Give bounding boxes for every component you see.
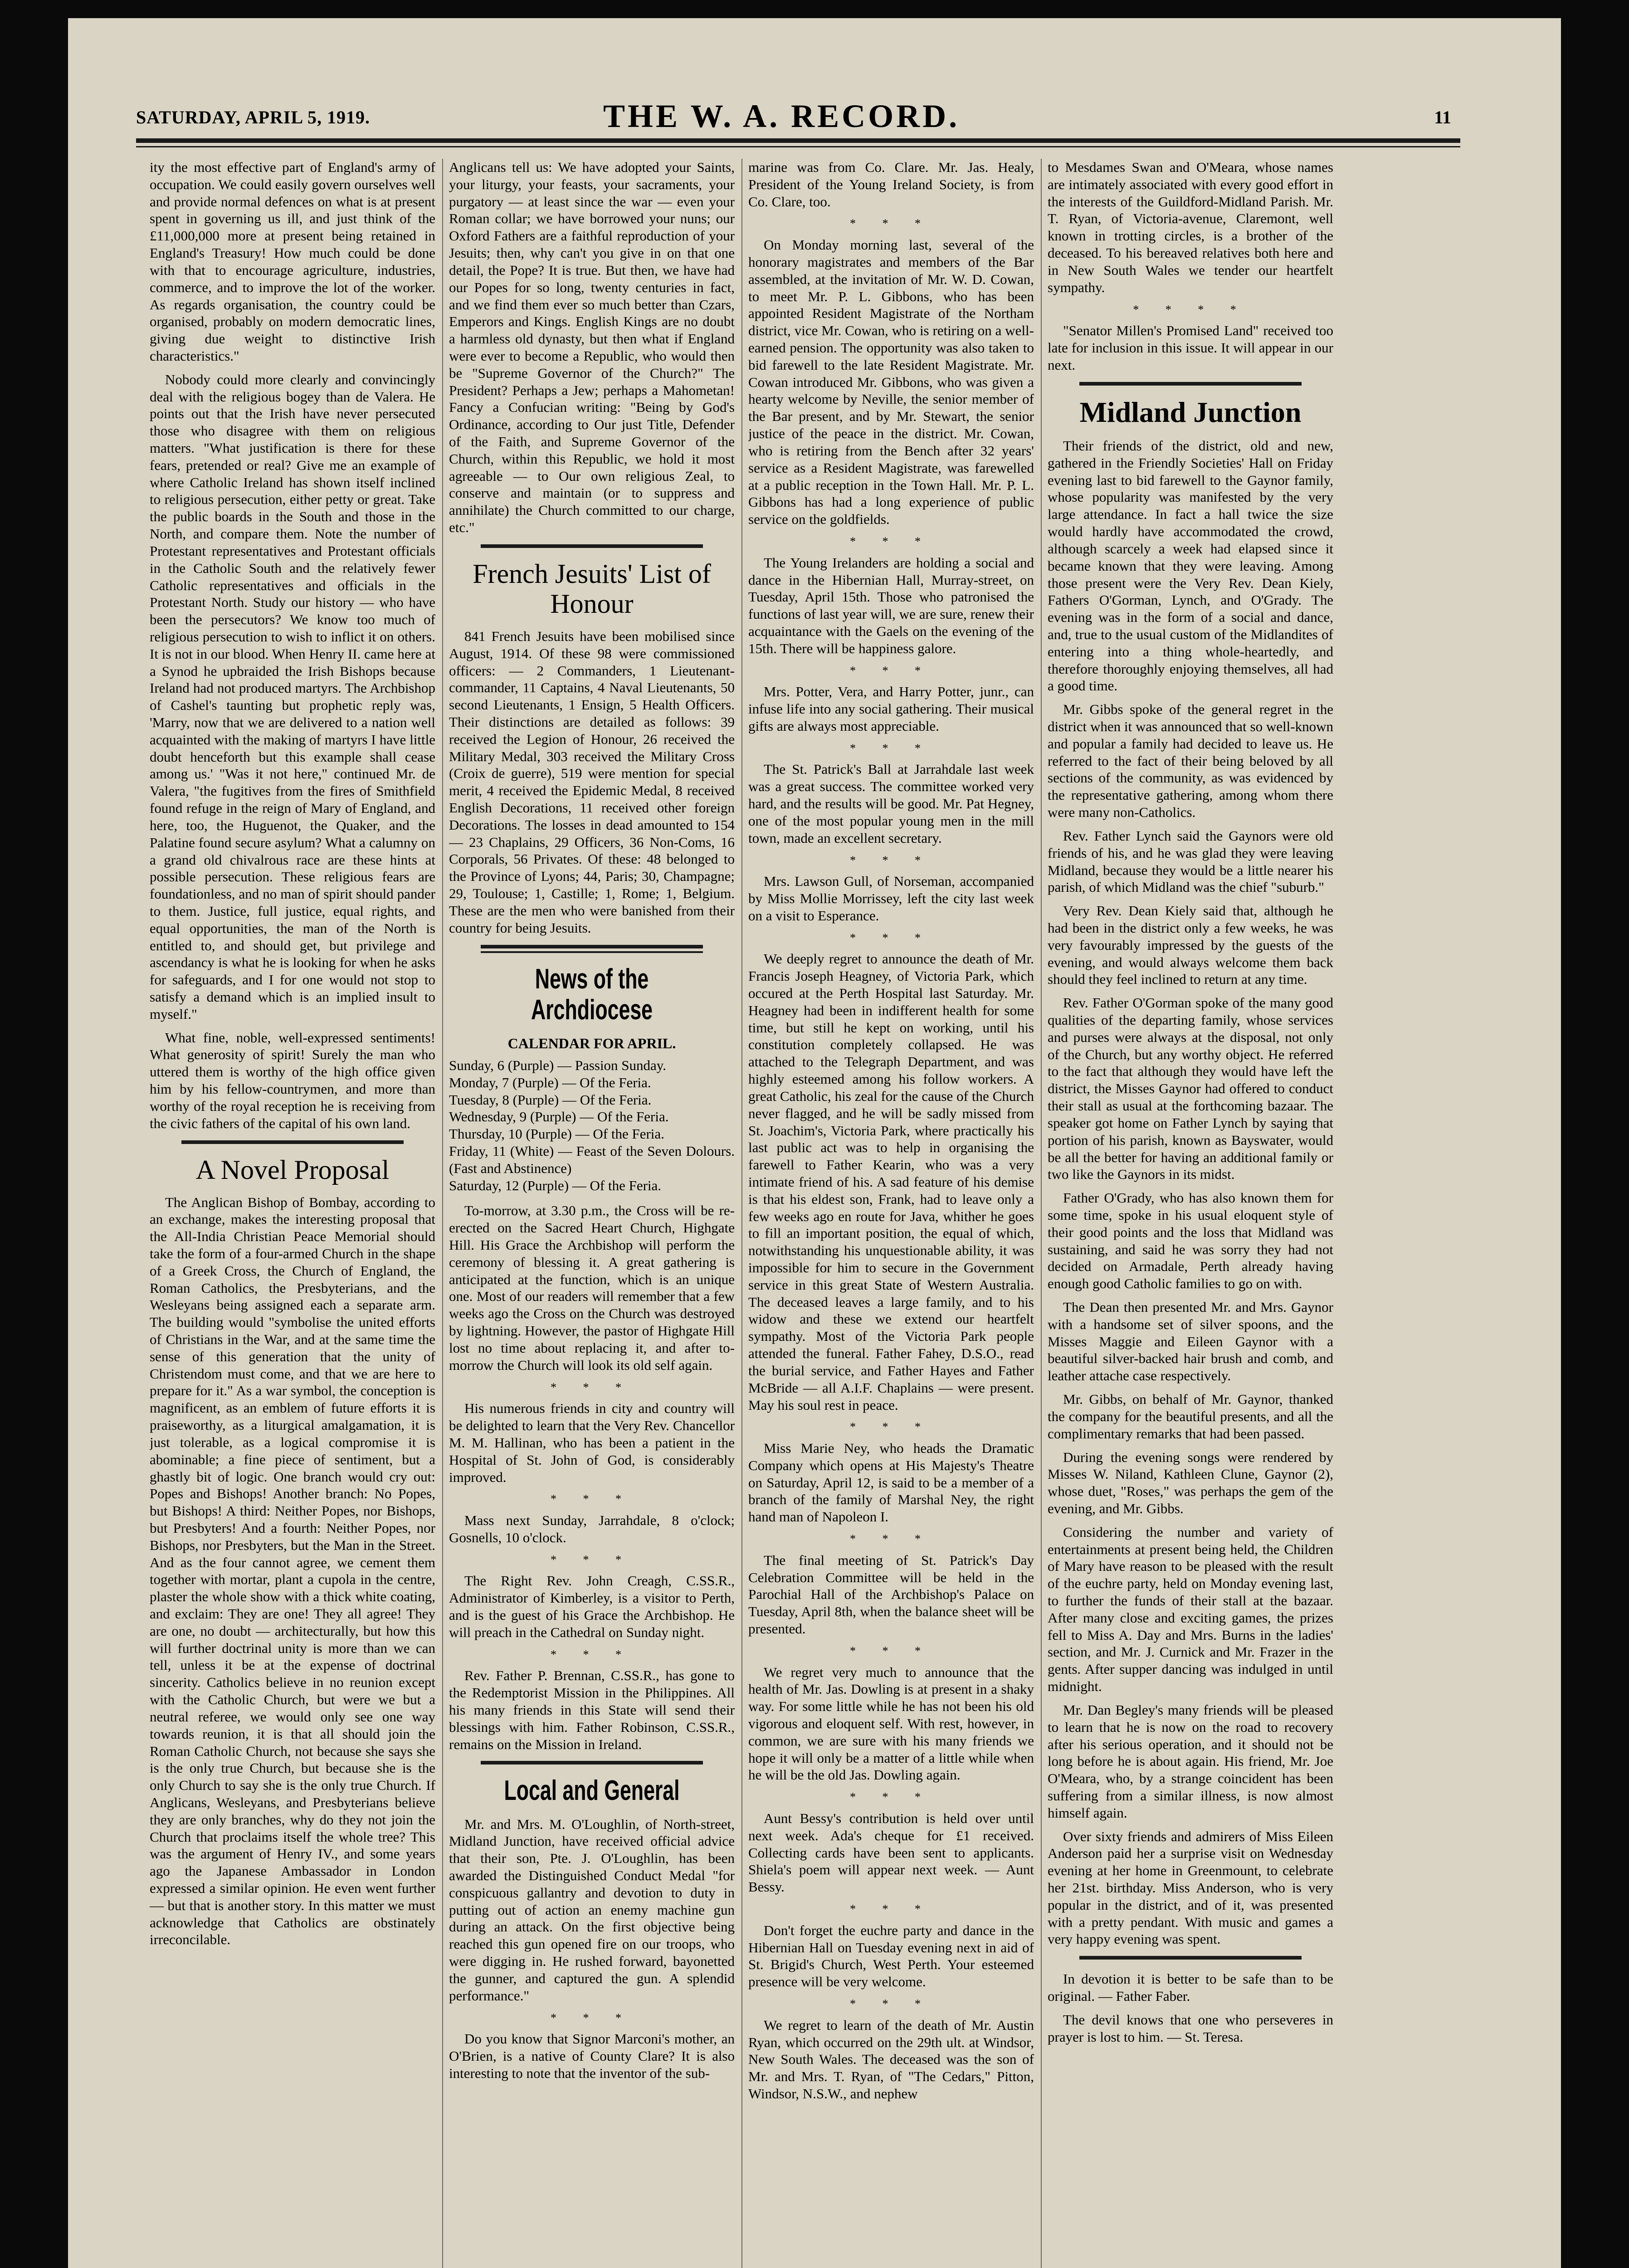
article-paragraph: Mrs. Potter, Vera, and Harry Potter, junr., can infuse life into any social gathering. Their musical gifts are always most appreciable.: [748, 684, 1034, 734]
separator-stars: * * * *: [1133, 303, 1248, 316]
article-paragraph: On Monday morning last, several of the honorary magistrates and members of the Bar assembled, at the invitation of Mr. W. D. Cowan, to meet Mr. P. L. Gibbons, who has been appointed Resident Magistrate of the Northam district, vice Mr. Cowan, who is retiring on a well-earned pension. The opportunity was also taken to bid farewell to the late Resident Magistrate. Mr. Cowan introduced Mr. Gibbons, who was given a hearty welcome by Neville, the senior member of the Bar present, and by Mr. Stewart, the senior justice of the peace in the district. Mr. Cowan, who is retiring from the Bench after 32 years' service as a Resident Magistrate, was farewelled at a public reception in the Town Hall. Mr. P. L. Gibbons has had a long experience of public service on the goldfields.: [748, 237, 1034, 528]
masthead-rule-thick: [136, 138, 1460, 143]
quote-paragraph: In devotion it is better to be safe than to be original. — Father Faber.: [1048, 1971, 1333, 2004]
calendar-title: CALENDAR FOR APRIL.: [507, 1035, 676, 1051]
article-paragraph: Rev. Father O'Gorman spoke of the many good qualities of the departing family, whose services and purses were always at the disposal, not only of the Church, but any worthy object. He referred to the fact that although they would have left the district, the Misses Gaynor had offered to conduct their stall as usual at the forthcoming bazaar. The speaker got home on Father Lynch by saying that portion of his parish, known as Bayswater, would be all the better for having an additional family or two like the Gaynors in its midst.: [1048, 995, 1333, 1183]
section-rule: [481, 951, 703, 953]
article-paragraph: to Mesdames Swan and O'Meara, whose names are intimately associated with every good effort in the interests of the Guildford-Midland Parish. Mr. T. Ryan, of Victoria-avenue, Claremont, well known in trotting circles, is a brother of the deceased. To his bereaved relatives both here and in New South Wales we tender our heartfelt sympathy.: [1048, 159, 1333, 295]
separator-stars: * * *: [551, 1380, 633, 1394]
article-paragraph: Mr. Gibbs spoke of the general regret in the district when it was announced that so well-known and popular a family had decided to leave us. He referred to the fact of their being beloved by all sections of the community, as was evidenced by the representative gathering, among whom there were many non-Catholics.: [1048, 701, 1333, 821]
headline-novel-proposal: A Novel Proposal: [195, 1154, 390, 1185]
separator-stars: * * *: [850, 1902, 932, 1916]
article-paragraph: Over sixty friends and admirers of Miss Eileen Anderson paid her a surprise visit on Wednesday evening at her home in Greenmount, to celebrate her 21st. birthday. Miss Anderson, who is very popular in the district, and of it, was presented with a pretty pendant. With music and games a very happy evening was spent.: [1048, 1828, 1333, 1947]
article-paragraph: What fine, noble, well-expressed sentiments! What generosity of spirit! Surely the man who uttered them is worthy of the high office given him by his fellow-countrymen, and more than worthy of the royal reception he is receiving from the civic fathers of the capital of his own land.: [150, 1029, 435, 1131]
separator-stars: * * *: [850, 1644, 932, 1657]
article-paragraph: Rev. Father Lynch said the Gaynors were old friends of his, and he was glad they were leaving Midland, because they would be a little nearer his parish, of which Midland was the chief "suburb.": [1048, 827, 1333, 895]
article-paragraph: Mrs. Lawson Gull, of Norseman, accompanied by Miss Mollie Morrissey, left the city last week on a visit to Esperance.: [748, 873, 1034, 924]
article-paragraph: Mr. Gibbs, on behalf of Mr. Gaynor, thanked the company for the beautiful presents, and all the complimentary remarks that had been passed.: [1048, 1391, 1333, 1442]
column-2: [449, 159, 735, 2268]
article-paragraph: The final meeting of St. Patrick's Day Celebration Committee will be held in the Parochial Hall of the Archbishop's Palace on Tuesday, April 8th, when the balance sheet will be presented.: [748, 1552, 1034, 1637]
article-paragraph: Very Rev. Dean Kiely said that, although he had been in the district only a few weeks, he was very favourably impressed by the guests of the evening, and would always welcome them back should they feel inclined to return at any time.: [1048, 903, 1333, 987]
separator-stars: * * *: [850, 931, 932, 944]
separator-stars: * * *: [551, 1492, 633, 1506]
masthead: [136, 98, 1451, 138]
separator-stars: * * *: [850, 217, 932, 230]
separator-stars: * * *: [850, 1997, 932, 2011]
article-paragraph: Their friends of the district, old and new, gathered in the Friendly Societies' Hall on Friday evening last to bid farewell to the Gaynor family, whose popularity was manifested by the very large attendance. In fact a hall twice the size would hardly have accommodated the crowd, although scarcely a week had elapsed since it became known that they were leaving. Among those present were the Very Rev. Dean Kiely, Fathers O'Gorman, Lynch, and O'Grady. The evening was in the form of a social and dance, and, true to the usual custom of the Midlandites of entering into a thing whole-heartedly, and therefore thoroughly enjoying themselves, all had a good time.: [1048, 438, 1333, 694]
section-rule: [1079, 1956, 1302, 1960]
article-paragraph: The St. Patrick's Ball at Jarrahdale last week was a great success. The committee worked very hard, and the results will be good. Mr. Pat Hegney, one of the most popular young men in the mill town, made an excellent secretary.: [748, 761, 1034, 846]
separator-stars: * * *: [850, 1790, 932, 1804]
article-paragraph: Anglicans tell us: We have adopted your Saints, your liturgy, your feasts, your sacraments, your purgatory — at least since the war — even your Roman collar; we have borrowed your nuns; our Oxford Fathers are a faithful reproduction of your Jesuits; then, why can't you give in on that one detail, the Pope? It is true. But then, we have had our Popes for so long, twenty centuries in fact, and we find them ever so much better than Czars, Emperors and Kings. English Kings are no doubt a harmless old dynasty, but then what if England were ever to become a Republic, who would then be "Supreme Governor of the Church?" The President? Perhaps a Jew; perhaps a Mahometan! Fancy a Confucian writing: "Being by God's Ordinance, according to Our just Title, Defender of the Faith, and Supreme Governor of the Church, within this Republic, we hold it most agreeable — to Our own religious Zeal, to conserve and maintain (or to suppress and annihilate) the Church committed to our charge, etc.": [449, 159, 735, 536]
column-4: [1048, 159, 1333, 2268]
column-3: [748, 159, 1034, 2268]
article-paragraph: Aunt Bessy's contribution is held over until next week. Ada's cheque for £1 received. Collecting cards have been sent to applicants. Shiela's poem will appear next week. — Aunt Bessy.: [748, 1810, 1034, 1895]
article-paragraph: Father O'Grady, who has also known them for some time, spoke in his usual eloquent style of their good points and the loss that Midland was sustaining, and said he was sorry they had not decided on Armadale, Perth already having enough good Catholic families to go on with.: [1048, 1190, 1333, 1292]
calendar-entry: Friday, 11 (White) — Feast of the Seven Dolours. (Fast and Abstinence): [449, 1143, 735, 1176]
separator-stars: * * *: [850, 1420, 932, 1434]
separator-stars: * * *: [850, 741, 932, 755]
headline-archdiocese: News of the Archdiocese: [531, 963, 653, 1026]
section-rule: [481, 1761, 703, 1765]
article-paragraph: 841 French Jesuits have been mobilised since August, 1914. Of these 98 were commissioned officers: — 2 Commanders, 1 Lieutenant-commander, 11 Captains, 4 Naval Lieutenants, 50 second Lieutenants, 1 Ensign, 5 Health Officers. Their distinctions are detailed as follows: 39 received the Legion of Honour, 26 received the Military Medal, 303 received the Military Cross (Croix de guerre), 519 were mention for special merit, 4 received the Epidemic Medal, 8 received English Decorations, 11 received other foreign Decorations. The losses in dead amounted to 154 — 23 Chaplains, 29 Officers, 36 Non-Coms, 16 Corporals, 56 Privates. Of these: 48 belonged to the Province of Lyons; 44, Paris; 30, Champagne; 29, Toulouse; 1, Castille; 1, Rome; 1, Belgium. These are the men who were banished from their country for being Jesuits.: [449, 628, 735, 936]
separator-stars: * * *: [551, 1647, 633, 1661]
article-paragraph: Don't forget the euchre party and dance in the Hibernian Hall on Tuesday evening next in aid of St. Brigid's Church, West Perth. Your esteemed presence will be very welcome.: [748, 1922, 1034, 1990]
column-divider: [1041, 159, 1042, 2268]
issue-date: SATURDAY, APRIL 5, 1919.: [136, 107, 370, 127]
column-divider: [442, 159, 443, 2268]
article-paragraph: We regret very much to announce that the health of Mr. Jas. Dowling is at present in a shaky way. For some little while he has not been his old vigorous and eloquent self. With rest, however, in common, we are sure with his many friends we hope it will only be a matter of a little while when he will be the old Jas. Dowling again.: [748, 1664, 1034, 1783]
article-paragraph: To-morrow, at 3.30 p.m., the Cross will be re-erected on the Sacred Heart Church, Highgate Hill. His Grace the Archbishop will perform the ceremony of blessing it. A great gathering is anticipated at the function, which is an unique one. Most of our readers will remember that a few weeks ago the Cross on the Church was destroyed by lightning. However, the pastor of Highgate Hill lost no time about replacing it, and after to-morrow the Church will look its old self again.: [449, 1202, 735, 1373]
calendar-entry: Monday, 7 (Purple) — Of the Feria.: [449, 1074, 651, 1090]
headline-french-jesuits: French Jesuits' List of Honour: [473, 558, 711, 619]
calendar-entry: Saturday, 12 (Purple) — Of the Feria.: [449, 1177, 662, 1193]
separator-stars: * * *: [850, 534, 932, 548]
separator-stars: * * *: [850, 1532, 932, 1546]
article-paragraph: The Young Irelanders are holding a social and dance in the Hibernian Hall, Murray-street, on Tuesday, April 15th. Those who patronised the functions of last year will, we are sure, renew their acquaintance with the Gaels on the evening of the 15th. There will be happiness galore.: [748, 554, 1034, 656]
article-paragraph: We deeply regret to announce the death of Mr. Francis Joseph Heagney, of Victoria Park, which occured at the Perth Hospital last Saturday. Mr. Heagney had been in indifferent health for some time, but still he kept on working, until his constitution completely collapsed. He was attached to the Telegraph Department, and was highly esteemed among his follow workers. A great Catholic, his zeal for the cause of the Church never flagged, and he will be sadly missed from St. Joachim's, Victoria Park, where practically his last public act was to help in organising the farewell to Father Kearin, who was a very intimate friend of his. A sad feature of his demise is that his eldest son, Frank, had to leave only a few weeks ago en route for Java, whither he goes to fill an important position, the equal of which, notwithstanding his unquestionable ability, it was impossible for him to secure in the Government service in this great State of Western Australia. The deceased leaves a large family, and to his widow and these we extend our heartfelt sympathy. Most of the Victoria Park people attended the funeral. Father Fahey, D.S.O., read the burial service, and Father Hayes and Father McBride — all A.I.F. Chaplains — were present. May his soul rest in peace.: [748, 951, 1034, 1413]
article-paragraph: His numerous friends in city and country will be delighted to learn that the Very Rev. Chancellor M. M. Hallinan, who has been a patient in the Hospital of St. John of God, is considerably improved.: [449, 1400, 735, 1485]
masthead-rule-thin: [136, 146, 1460, 147]
article-paragraph: Mass next Sunday, Jarrahdale, 8 o'clock; Gosnells, 10 o'clock.: [449, 1512, 735, 1545]
calendar-entry: Wednesday, 9 (Purple) — Of the Feria.: [449, 1109, 669, 1125]
article-paragraph: The Dean then presented Mr. and Mrs. Gaynor with a handsome set of silver spoons, and the Misses Maggie and Eileen Gaynor with a beautiful silver-backed hair brush and comb, and leather attache case respectively.: [1048, 1299, 1333, 1384]
column-divider: [741, 159, 742, 2268]
quote-paragraph: The devil knows that one who perseveres in prayer is lost to him. — St. Teresa.: [1048, 2011, 1333, 2045]
article-paragraph: "Senator Millen's Promised Land" received too late for inclusion in this issue. It will appear in our next.: [1048, 323, 1333, 373]
article-paragraph: marine was from Co. Clare. Mr. Jas. Healy, President of the Young Ireland Society, is from Co. Clare, too.: [748, 159, 1034, 210]
section-rule: [481, 544, 703, 548]
column-1: [150, 159, 435, 2268]
article-paragraph: Rev. Father P. Brennan, C.SS.R., has gone to the Redemptorist Mission in the Philippines. All his many friends in this State will send their blessings with him. Father Robinson, C.SS.R., remains on the Mission in Ireland.: [449, 1667, 735, 1752]
separator-stars: * * *: [850, 853, 932, 867]
article-paragraph: Do you know that Signor Marconi's mother, an O'Brien, is a native of County Clare? It is also interesting to note that the inventor of the sub-: [449, 2031, 735, 2081]
section-rule: [481, 945, 703, 948]
article-paragraph: Miss Marie Ney, who heads the Dramatic Company which opens at His Majesty's Theatre on Saturday, April 12, is said to be a member of a branch of the family of Marshal Ney, the right hand man of Napoleon I.: [748, 1440, 1034, 1525]
article-paragraph: We regret to learn of the death of Mr. Austin Ryan, which occurred on the 29th ult. at Windsor, New South Wales. The deceased was the son of Mr. and Mrs. T. Ryan, of "The Cedars," Pitton, Windsor, N.S.W., and nephew: [748, 2017, 1034, 2102]
paper-title: THE W. A. RECORD.: [603, 98, 960, 134]
article-paragraph: Nobody could more clearly and convincingly deal with the religious bogey than de Valera. He points out that the Irish have never persecuted those who disagree with them on religious matters. "What justification is there for these fears, pretended or real? Give me an example of where Catholic Ireland has shown itself inclined to religious persecution, either petty or great. Take the public boards in the South and those in the North, and compare them. Note the number of Protestant representatives and Protestant officials in the Catholic South and the relatively fewer Catholic representatives and officials in the Protestant North. Study our history — who have been the persecutors? We know too much of religious persecution to wish to inflict it on others. It is not in our blood. When Henry II. came here at a Synod he upbraided the Irish Bishops because Ireland had not produced martyrs. The Archbishop of Cashel's taunting but prophetic reply was, 'Marry, now that we are delivered to a nation well acquainted with the making of martyrs I have little doubt henceforth but this example shall cease among us.' "Was it not here," continued Mr. de Valera, "the fugitives from the fires of Smithfield found refuge in the reign of Mary of England, and here, too, the Huguenot, the Quaker, and the Palatine found secure asylum? What a calumny on a grand old chivalrous race are these hints at possible persecution. These religious fears are foundationless, and no man of spirit should pander to them. Justice, full justice, equal rights, and equal opportunities, the man of the North is entitled to, and should get, but privilege and ascendancy is what he is looking for when he asks for safeguards, and I for one would not stop to satisfy a demand which is an implied insult to myself.": [150, 371, 435, 1022]
separator-stars: * * *: [551, 2011, 633, 2024]
calendar-entry: Tuesday, 8 (Purple) — Of the Feria.: [449, 1091, 652, 1108]
headline-midland-junction: Midland Junction: [1079, 396, 1302, 428]
article-paragraph: During the evening songs were rendered by Misses W. Niland, Kathleen Clune, Gaynor (2), whose duet, "Roses," was perhaps the gem of the evening, and Mr. Gibbs.: [1048, 1449, 1333, 1516]
article-paragraph: The Anglican Bishop of Bombay, according to an exchange, makes the interesting proposal that the All-India Christian Peace Memorial should take the form of a four-armed Church in the shape of a Greek Cross, the Church of England, the Roman Catholics, the Presbyterians, and the Wesleyans being assigned each a separate arm. The building would "symbolise the united efforts of Christians in the War, and at the same time the sense of this generation that the unity of Christendom must come, and that we are here to prepare for it." As a war symbol, the conception is magnificent, as an emblem of future efforts it is praiseworthy, as a liturgical amalgamation, it is just tolerable, as a logical compromise it is abominable; a fine piece of sentiment, but a ghastly bit of logic. One branch would cry out: Popes and Bishops! Another branch: No Popes, but Bishops! A third: Neither Popes, nor Bishops, but Presbyters! And a fourth: Neither Popes, nor Bishops, nor Presbyters, but the Man in the Street. And as the four cannot agree, we cement them together with mortar, plant a cupola in the centre, plaster the whole show with a thick white coating, and exclaim: They are one! They all agree! They are one, no doubt — architecturally, but how this will further doctrinal unity is more than we can tell, unless it be at the expense of doctrinal sincerity. Catholics believe in no reunion except with the Catholic Church, but were we but a neutral referee, we would only see one way towards reunion, it is that all should join the Roman Catholic Church, not because she says she is the only true Church, but because she is the only Church to say she is the only true Church. If Anglicans, Wesleyans, and Presbyterians believe they are only branches, why do they not join the Church that proclaims itself the whole tree? This was the argument of Henry IV., and some years ago the Japanese Ambassador in London expressed a similar opinion. He even went further — but that is another story. In this matter we must acknowledge that Catholics are obstinately irreconcilable.: [150, 1194, 435, 1948]
article-paragraph: Mr. Dan Begley's many friends will be pleased to learn that he is now on the road to recovery after his serious operation, and it should not be long before he is about again. His friend, Mr. Joe O'Meara, who, by a strange coincident has been suffering from a similar illness, is now almost himself again.: [1048, 1701, 1333, 1821]
calendar-entry: Sunday, 6 (Purple) — Passion Sunday.: [449, 1057, 667, 1073]
article-paragraph: Considering the number and variety of entertainments at present being held, the Children of Mary have reason to be pleased with the result of the euchre party, held on Monday evening last, to further the funds of their stall at the bazaar. After many close and exciting games, the prizes fell to Miss A. Day and Mrs. Burns in the ladies' section, and Mr. J. Curnick and Mr. Frazer in the gents. After supper dancing was indulged in until midnight.: [1048, 1524, 1333, 1695]
page-number: 11: [1434, 107, 1451, 127]
article-paragraph: ity the most effective part of England's army of occupation. We could easily govern ourselves well and provide normal defences on what is at present spent in governing us ill, and just think of the £11,000,000 more at present being retained in England's Treasury! How much could be done with that to encourage agriculture, industries, commerce, and to improve the lot of the worker. As regards organisation, the country could be organised, probably on modern democratic lines, giving due weight to distinctive Irish characteristics.": [150, 159, 435, 364]
article-paragraph: The Right Rev. John Creagh, C.SS.R., Administrator of Kimberley, is a visitor to Perth, and is the guest of his Grace the Archbishop. He will preach in the Cathedral on Sunday night.: [449, 1573, 735, 1640]
calendar-list: [449, 1057, 735, 1194]
calendar-entry: Thursday, 10 (Purple) — Of the Feria.: [449, 1126, 664, 1142]
separator-stars: * * *: [551, 1553, 633, 1566]
section-rule: [1079, 382, 1302, 386]
article-paragraph: Mr. and Mrs. M. O'Loughlin, of North-street, Midland Junction, have received official advice that their son, Pte. J. O'Loughlin, has been awarded the Distinguished Conduct Medal "for conspicuous gallantry and devotion to duty in putting out of action an enemy machine gun during an attack. On the first objective being reached this gun opened fire on our troops, who were digging in. He rushed forward, bayonetted the gunner, and captured the gun. A splendid performance.": [449, 1816, 735, 2004]
headline-local-general: Local and General: [504, 1775, 680, 1807]
section-rule: [181, 1140, 404, 1144]
separator-stars: * * *: [850, 664, 932, 677]
